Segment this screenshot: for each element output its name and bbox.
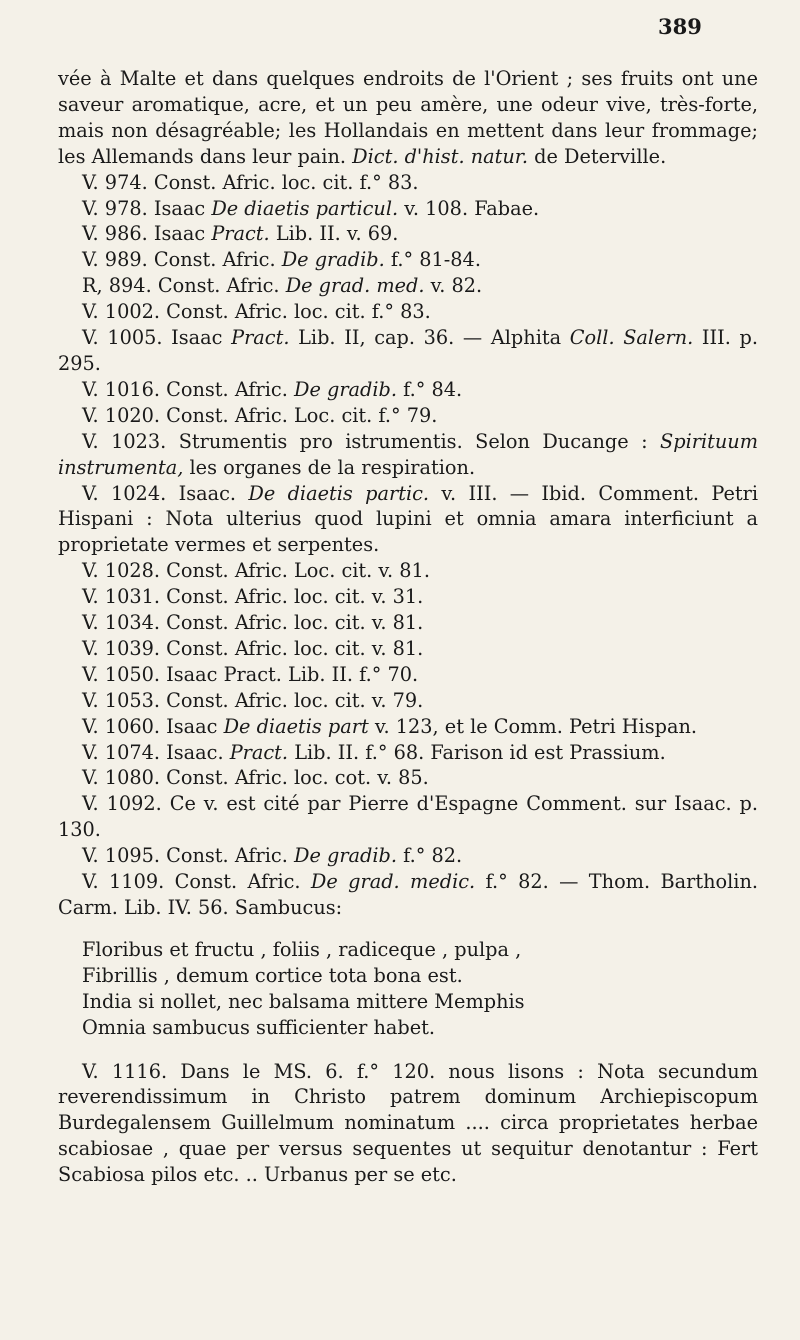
note-line — [58, 558, 758, 584]
note-text: v. 108. Fabae. — [398, 196, 540, 220]
note-text: V. 1095. Const. Afric. — [82, 844, 294, 868]
poem-verse: Floribus et fructu , foliis , radiceque , pulpa , — [82, 937, 522, 961]
poem-verse: India si nollet, nec balsama mittere Memphis — [82, 989, 525, 1013]
note-text: V. 1023. Strumentis pro istrumentis. Selon Ducange : — [82, 429, 661, 453]
note-line — [58, 299, 758, 325]
note-line — [58, 221, 758, 247]
note-line — [58, 481, 758, 559]
note-line — [58, 843, 758, 869]
note-text: V. 1053. Const. Afric. loc. cit. v. 79. — [82, 688, 424, 712]
note-text: V. 1060. Isaac — [82, 714, 224, 738]
note-source-title: De grad. medic. — [310, 870, 476, 894]
note-source-title: Pract. — [231, 326, 290, 350]
note-text: V. 974. Const. Afric. loc. cit. f.° 83. — [82, 170, 419, 194]
note-source-title: Pract. — [229, 740, 289, 764]
note-text: V. 986. Isaac — [82, 222, 212, 246]
note-text: f.° 84. — [397, 377, 463, 401]
note-line — [58, 325, 758, 377]
note-text: f.° 81-84. — [384, 248, 481, 272]
note-text: V. 1034. Const. Afric. loc. cit. v. 81. — [82, 611, 424, 635]
note-text: V. 1005. Isaac — [82, 326, 232, 350]
note-text: v. III. — Ibid. Comment. Petri Hispani : Nota ulterius quod lupini et omnia amara interficiunt a proprietate vermes et serpentes. — [58, 481, 758, 557]
note-text: V. 978. Isaac — [82, 196, 212, 220]
note-line — [58, 869, 758, 921]
note-text: V. 1028. Const. Afric. Loc. cit. v. 81. — [82, 559, 430, 583]
note-text: V. 1024. Isaac. — [82, 481, 249, 505]
note-source-title: De gradib. — [293, 377, 398, 401]
note-text: f.° 82. — Thom. Bartholin. Carm. Lib. IV. 56. Sambucus: — [58, 870, 758, 919]
note-text: V. 1074. Isaac. — [82, 740, 230, 764]
note-text: v. 82. — [424, 274, 483, 298]
note-line — [58, 429, 758, 481]
page-body — [58, 66, 758, 1188]
closing-note: V. 1116. Dans le MS. 6. f.° 120. nous lisons : Nota secundum reverendissimum in Christo patrem dominum Archiepiscopum Burdegalensem Guillelmum nominatum .... circa proprietates herbae scabiosae , quae per versus sequentes ut sequitur denotantur : Fert Scabiosa pilos etc. .. Urbanus per se etc. — [58, 1059, 758, 1187]
note-line — [58, 584, 758, 610]
poem — [58, 937, 758, 1041]
note-text: III. p. 295. — [58, 326, 758, 375]
note-text: f.° 82. — [397, 844, 463, 868]
note-source-title: De diaetis part — [223, 714, 369, 738]
note-line — [58, 662, 758, 688]
note-line — [58, 688, 758, 714]
note-text: V. 1092. Ce v. est cité par Pierre d'Espagne Comment. sur Isaac. p. 130. — [58, 792, 758, 842]
note-line — [58, 247, 758, 273]
intro-text-end: de Deterville. — [528, 144, 667, 168]
note-text: V. 1002. Const. Afric. loc. cit. f.° 83. — [82, 300, 431, 324]
note-text: Lib. II. v. 69. — [269, 222, 399, 246]
note-line — [58, 791, 758, 843]
note-source-title: De diaetis partic. — [248, 481, 430, 505]
note-text: V. 989. Const. Afric. — [82, 248, 282, 272]
note-text: les organes de la respiration. — [183, 455, 476, 479]
note-line — [58, 273, 758, 299]
note-text: R, 894. Const. Afric. — [82, 274, 286, 298]
note-text: V. 1016. Const. Afric. — [82, 377, 294, 401]
note-line — [58, 740, 758, 766]
note-source-title: De gradib. — [293, 844, 398, 868]
intro-text: vée à Malte et dans quelques endroits de l'Orient ; ses fruits ont une saveur aromatique, acre, et un peu amère, une odeur vive, très-forte, mais non désagréable; les Hollandais en mettent dans leur frommage; les Allemands dans leur pain. — [58, 67, 758, 168]
note-text: Lib. II, cap. 36. — Alphita — [289, 326, 570, 350]
note-source-title: Pract. — [211, 222, 270, 246]
note-text: V. 1109. Const. Afric. — [82, 870, 311, 894]
note-source-title: De grad. med. — [285, 274, 425, 298]
note-text: Lib. II. f.° 68. Farison id est Prassium. — [288, 740, 666, 764]
note-text: V. 1039. Const. Afric. loc. cit. v. 81. — [82, 636, 424, 660]
note-line — [58, 714, 758, 740]
note-text: V. 1031. Const. Afric. loc. cit. v. 31. — [82, 585, 424, 609]
notes-list — [58, 170, 758, 921]
intro-paragraph — [58, 66, 758, 170]
note-text: v. 123, et le Comm. Petri Hispan. — [368, 714, 698, 738]
note-source-title: De diaetis particul. — [211, 196, 399, 220]
note-line — [58, 403, 758, 429]
note-text: V. 1020. Const. Afric. Loc. cit. f.° 79. — [82, 403, 438, 427]
note-line — [58, 610, 758, 636]
note-text: V. 1050. Isaac Pract. Lib. II. f.° 70. — [82, 662, 419, 686]
note-line — [58, 170, 758, 196]
note-source-title: Coll. Salern. — [569, 326, 694, 350]
note-line — [58, 636, 758, 662]
note-text: V. 1080. Const. Afric. loc. cot. v. 85. — [82, 766, 429, 790]
note-line — [58, 765, 758, 791]
poem-verse: Omnia sambucus sufficienter habet. — [82, 1015, 435, 1039]
note-line — [58, 377, 758, 403]
note-source-title: Spirituum instrumenta, — [58, 429, 758, 479]
note-source-title: De gradib. — [281, 248, 385, 272]
intro-source: Dict. d'hist. natur. — [352, 144, 529, 168]
page-number: 389 — [658, 14, 702, 39]
poem-verse: Fibrillis , demum cortice tota bona est. — [82, 963, 463, 987]
note-line — [58, 196, 758, 222]
